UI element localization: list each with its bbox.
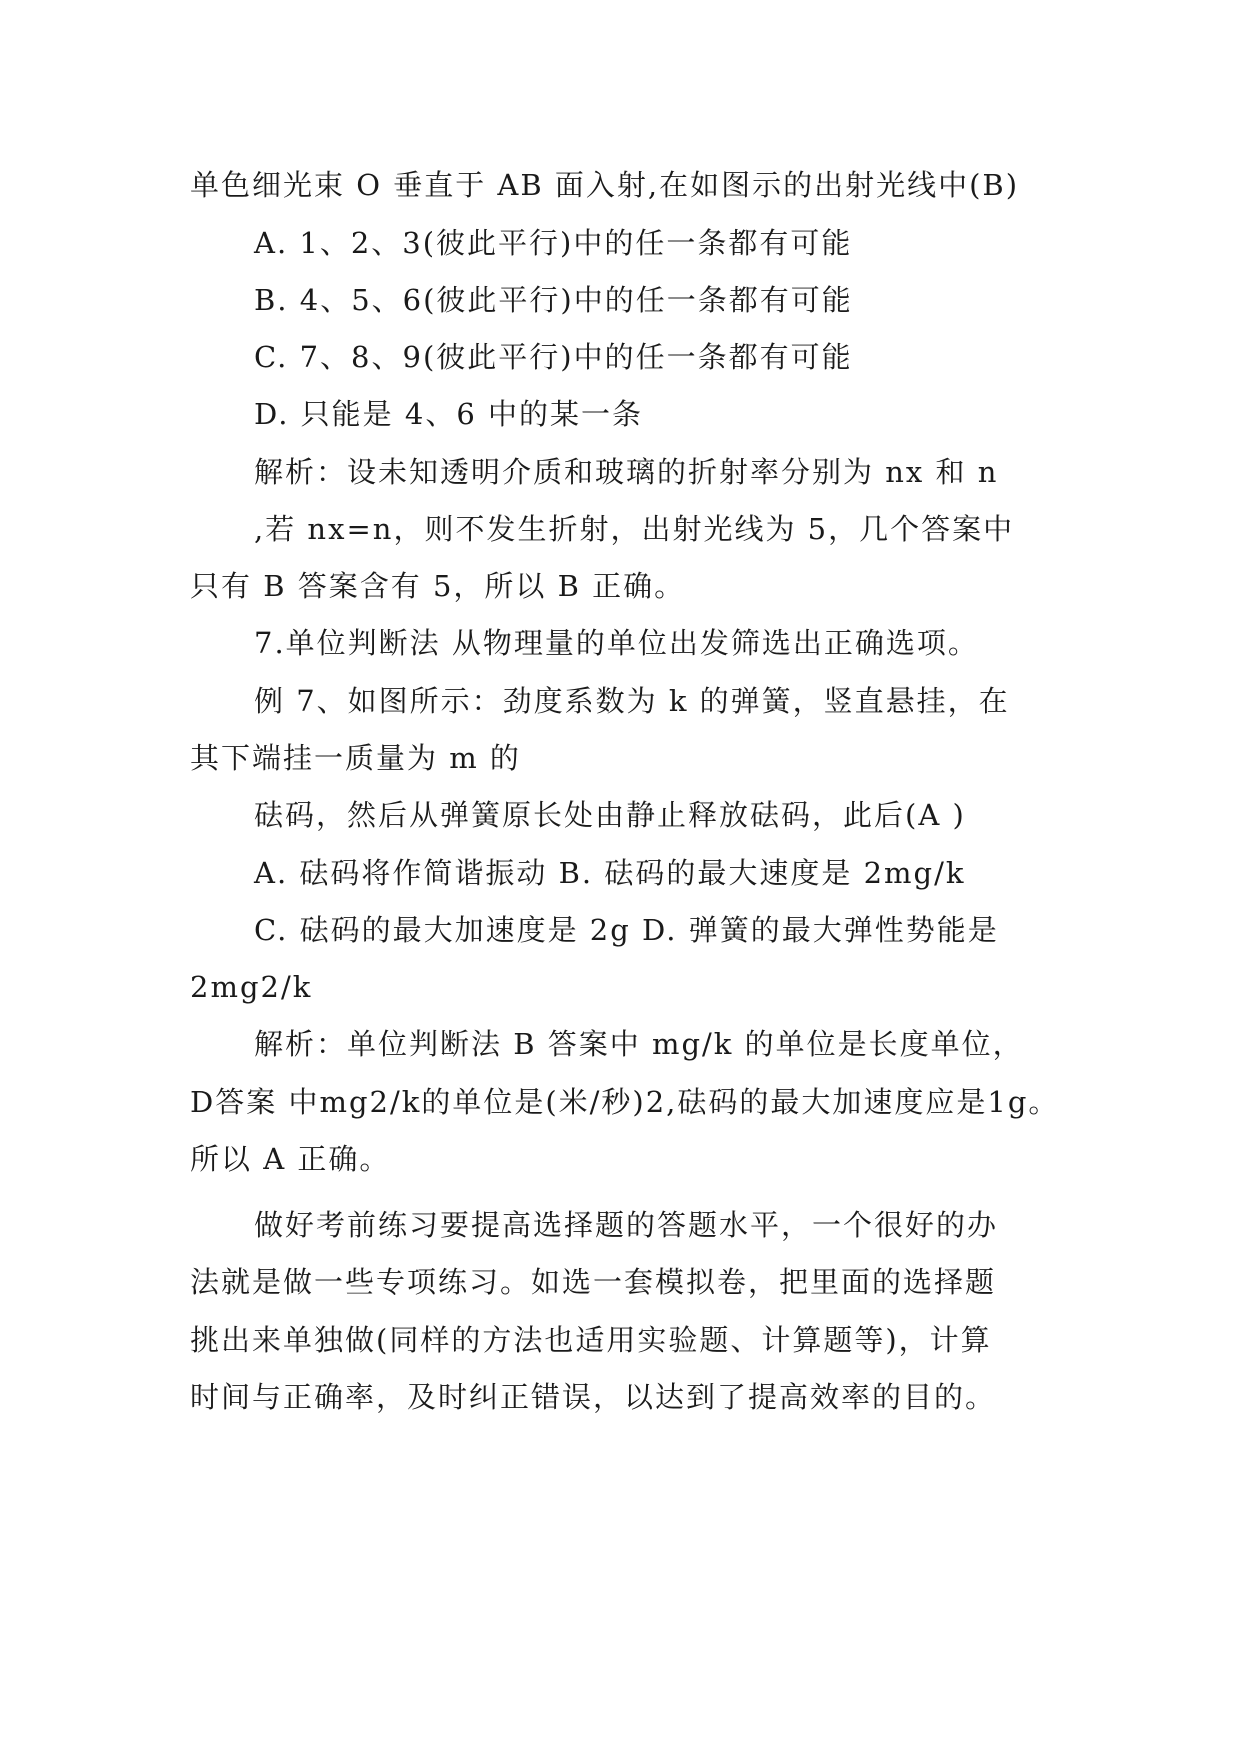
analysis2-line-2: D答案 中mg2/k的单位是(米/秒)2,砝码的最大加速度应是1g。: [190, 1085, 1060, 1119]
example-line-3: 砝码，然后从弹簧原长处由静止释放砝码，此后(A ): [254, 798, 966, 832]
options-cd: C. 砝码的最大加速度是 2g D. 弹簧的最大弹性势能是: [254, 913, 999, 947]
option-b: B. 4、5、6(彼此平行)中的任一条都有可能: [254, 283, 853, 317]
analysis2-line-3: 所以 A 正确。: [190, 1142, 391, 1176]
options-cd-continued: 2mg2/k: [190, 970, 313, 1004]
analysis2-line-1: 解析：单位判断法 B 答案中 mg/k 的单位是长度单位，: [254, 1027, 1024, 1061]
options-ab: A. 砝码将作简谐振动 B. 砝码的最大速度是 2mg/k: [254, 856, 966, 890]
analysis-line-1: 解析：设未知透明介质和玻璃的折射率分别为 nx 和 n: [254, 455, 999, 489]
option-a: A. 1、2、3(彼此平行)中的任一条都有可能: [254, 226, 853, 260]
advice-line-1: 做好考前练习要提高选择题的答题水平，一个很好的办: [254, 1208, 999, 1242]
advice-line-2: 法就是做一些专项练习。如选一套模拟卷，把里面的选择题: [190, 1265, 997, 1299]
method-heading: 7.单位判断法 从物理量的单位出发筛选出正确选项。: [254, 626, 979, 660]
option-d: D. 只能是 4、6 中的某一条: [254, 397, 643, 431]
example-line-2: 其下端挂一质量为 m 的: [190, 741, 521, 775]
option-c: C. 7、8、9(彼此平行)中的任一条都有可能: [254, 340, 853, 374]
analysis-line-2: ,若 nx=n，则不发生折射，出射光线为 5，几个答案中: [254, 512, 1015, 546]
question-stem: 单色细光束 O 垂直于 AB 面入射,在如图示的出射光线中(B): [190, 168, 1020, 202]
example-line-1: 例 7、如图所示：劲度系数为 k 的弹簧，竖直悬挂，在: [254, 684, 1010, 718]
advice-line-3: 挑出来单独做(同样的方法也适用实验题、计算题等)，计算: [190, 1323, 992, 1357]
analysis-line-3: 只有 B 答案含有 5，所以 B 正确。: [190, 569, 686, 603]
advice-line-4: 时间与正确率，及时纠正错误，以达到了提高效率的目的。: [190, 1380, 997, 1414]
